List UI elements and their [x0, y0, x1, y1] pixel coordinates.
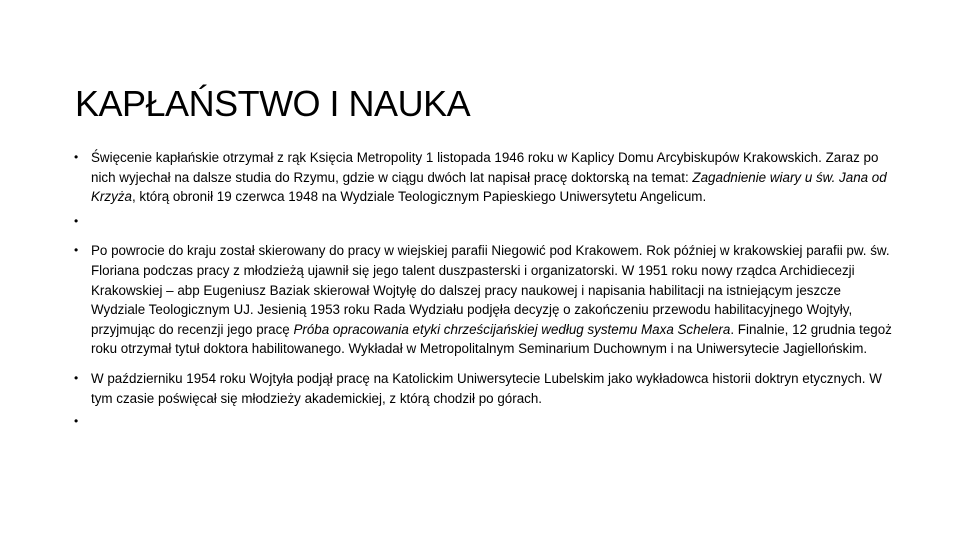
bullet-item-empty [74, 212, 894, 232]
slide-title: KAPŁAŃSTWO I NAUKA [75, 83, 471, 125]
bullet-text-segment: Święcenie kapłańskie otrzymał z rąk Księcia Metropolity 1 listopada 1946 roku w Kaplicy Domu Arcybiskupów Krakowskich. Zaraz po nich wyjechał na dalsze studia do Rzymu, gdzie w ciągu dwóch lat napisał pracę doktorską na temat: [91, 150, 879, 185]
bullet-text-segment: Po powrocie do kraju został skierowany do pracy w wiejskiej parafii Niegowić pod Krakowem. Rok później w krakowskiej parafii pw. św. Floriana podczas pracy z młodzieżą ujawnił się jego talent duszpasterski i organizatorski. W 1951 roku nowy rządca Archidiecezji Krakowskiej – abp Eugeniusz Baziak skierował Wojtyłę do dalszej pracy naukowej i napisania habilitacji na istniejącym jeszcze Wydziale Teologicznym UJ. Jesienią 1953 roku Rada Wydziału podjęła decyzję o zakończeniu przewodu habilitacyjnego Wojtyły, przyjmując do recenzji jego pracę [91, 243, 890, 337]
bullet-list [74, 148, 894, 443]
bullet-item [74, 369, 894, 408]
bullet-marker: • [74, 150, 79, 164]
bullet-marker: • [74, 414, 79, 429]
bullet-text-segment: , którą obronił 19 czerwca 1948 na Wydziale Teologicznym Papieskiego Uniwersytetu Angelicum. [131, 189, 707, 205]
bullet-item [74, 241, 894, 359]
bullet-text-segment: W październiku 1954 roku Wojtyła podjął pracę na Katolickim Uniwersytecie Lubelskim jako wykładowca historii doktryn etycznych. W tym czasie poświęcał się młodzieży akademickiej, z którą chodził po górach. [91, 370, 882, 406]
bullet-marker: • [74, 370, 79, 385]
bullet-marker: • [74, 243, 79, 258]
bullet-text-italic: Próba opracowania etyki chrześcijańskiej według systemu Maxa Schelera [293, 321, 731, 337]
bullet-text-italic: Zagadnienie wiary u św. Jana od Krzyża [91, 169, 887, 205]
bullet-marker: • [74, 213, 79, 228]
bullet-item [74, 148, 894, 207]
bullet-text-segment: . Finalnie, 12 grudnia tegoż roku otrzymał tytuł doktora habilitowanego. Wykładał w Metropolitalnym Seminarium Duchownym i na Uniwersytecie Jagiellońskim. [91, 321, 892, 357]
bullet-item-empty [74, 412, 894, 432]
